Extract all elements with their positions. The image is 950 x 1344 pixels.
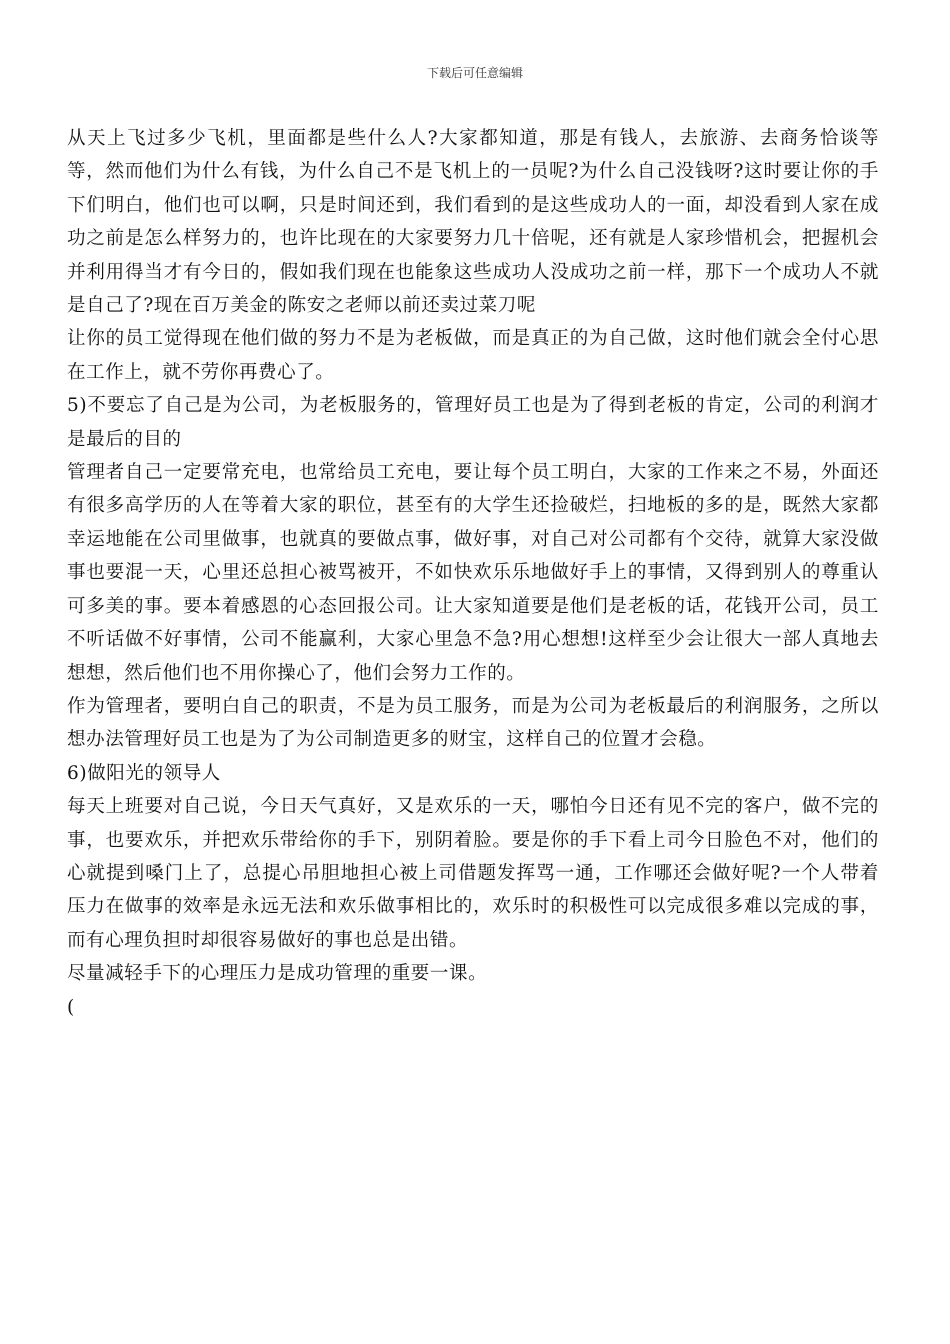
paragraph: ( [67,996,75,1018]
section-heading: 6)做阳光的领导人 [67,762,221,784]
paragraph: 尽量减轻手下的心理压力是成功管理的重要一课。 [67,963,488,985]
paragraph: 从天上飞过多少飞机，里面都是些什么人?大家都知道，那是有钱人，去旅游、去商务恰谈等等，然而他们为什么有钱，为什么自己不是飞机上的一员呢?为什么自己没钱呀?这时要让你的手下们明白，他们也可以啊，只是时间还到，我们看到的是这些成功人的一面，却没看到人家在成功之前是怎么样努力的，也许比现在的大家要努力几十倍呢，还有就是人家珍惜机会，把握机会并利用得当才有今日的，假如我们现在也能象这些成功人没成功之前一样，那下一个成功人不就是自己了?现在百万美金的陈安之老师以前还卖过菜刀呢 [67,128,879,317]
paragraph: 每天上班要对自己说，今日天气真好，又是欢乐的一天，哪怕今日还有见不完的客户，做不完的事，也要欢乐，并把欢乐带给你的手下，别阴着脸。要是你的手下看上司今日脸色不对，他们的心就提到嗓门上了，总提心吊胆地担心被上司借题发挥骂一通，工作哪还会做好呢?一个人带着压力在做事的效率是永远无法和欢乐做事相比的，欢乐时的积极性可以完成很多难以完成的事，而有心理负担时却很容易做好的事也总是出错。 [67,796,879,951]
paragraph: 作为管理者，要明白自己的职责，不是为员工服务，而是为公司为老板最后的利润服务，之所以想办法管理好员工也是为了为公司制造更多的财宝，这样自己的位置才会稳。 [67,695,879,751]
paragraph: 管理者自己一定要常充电，也常给员工充电，要让每个员工明白，大家的工作来之不易，外面还有很多高学历的人在等着大家的职位，甚至有的大学生还捡破烂，扫地板的多的是，既然大家都幸运地能在公司里做事，也就真的要做点事，做好事，对自己对公司都有个交待，就算大家没做事也要混一天，心里还总担心被骂被开，不如快欢乐乐地做好手上的事情，又得到别人的尊重认可多美的事。要本着感恩的心态回报公司。让大家知道要是他们是老板的话，花钱开公司，员工不听话做不好事情，公司不能赢利，大家心里急不急?用心想想!这样至少会让很大一部人真地去想想，然后他们也不用你操心了，他们会努力工作的。 [67,462,879,684]
paragraph: 5)不要忘了自己是为公司，为老板服务的，管理好员工也是为了得到老板的肯定，公司的利润才是最后的目的 [67,395,879,450]
paragraph: 让你的员工觉得现在他们做的努力不是为老板做，而是真正的为自己做，这时他们就会全付心思在工作上，就不劳你再费心了。 [67,328,879,383]
body-text [67,122,879,1024]
header-note: 下载后可任意编辑 [426,66,523,80]
